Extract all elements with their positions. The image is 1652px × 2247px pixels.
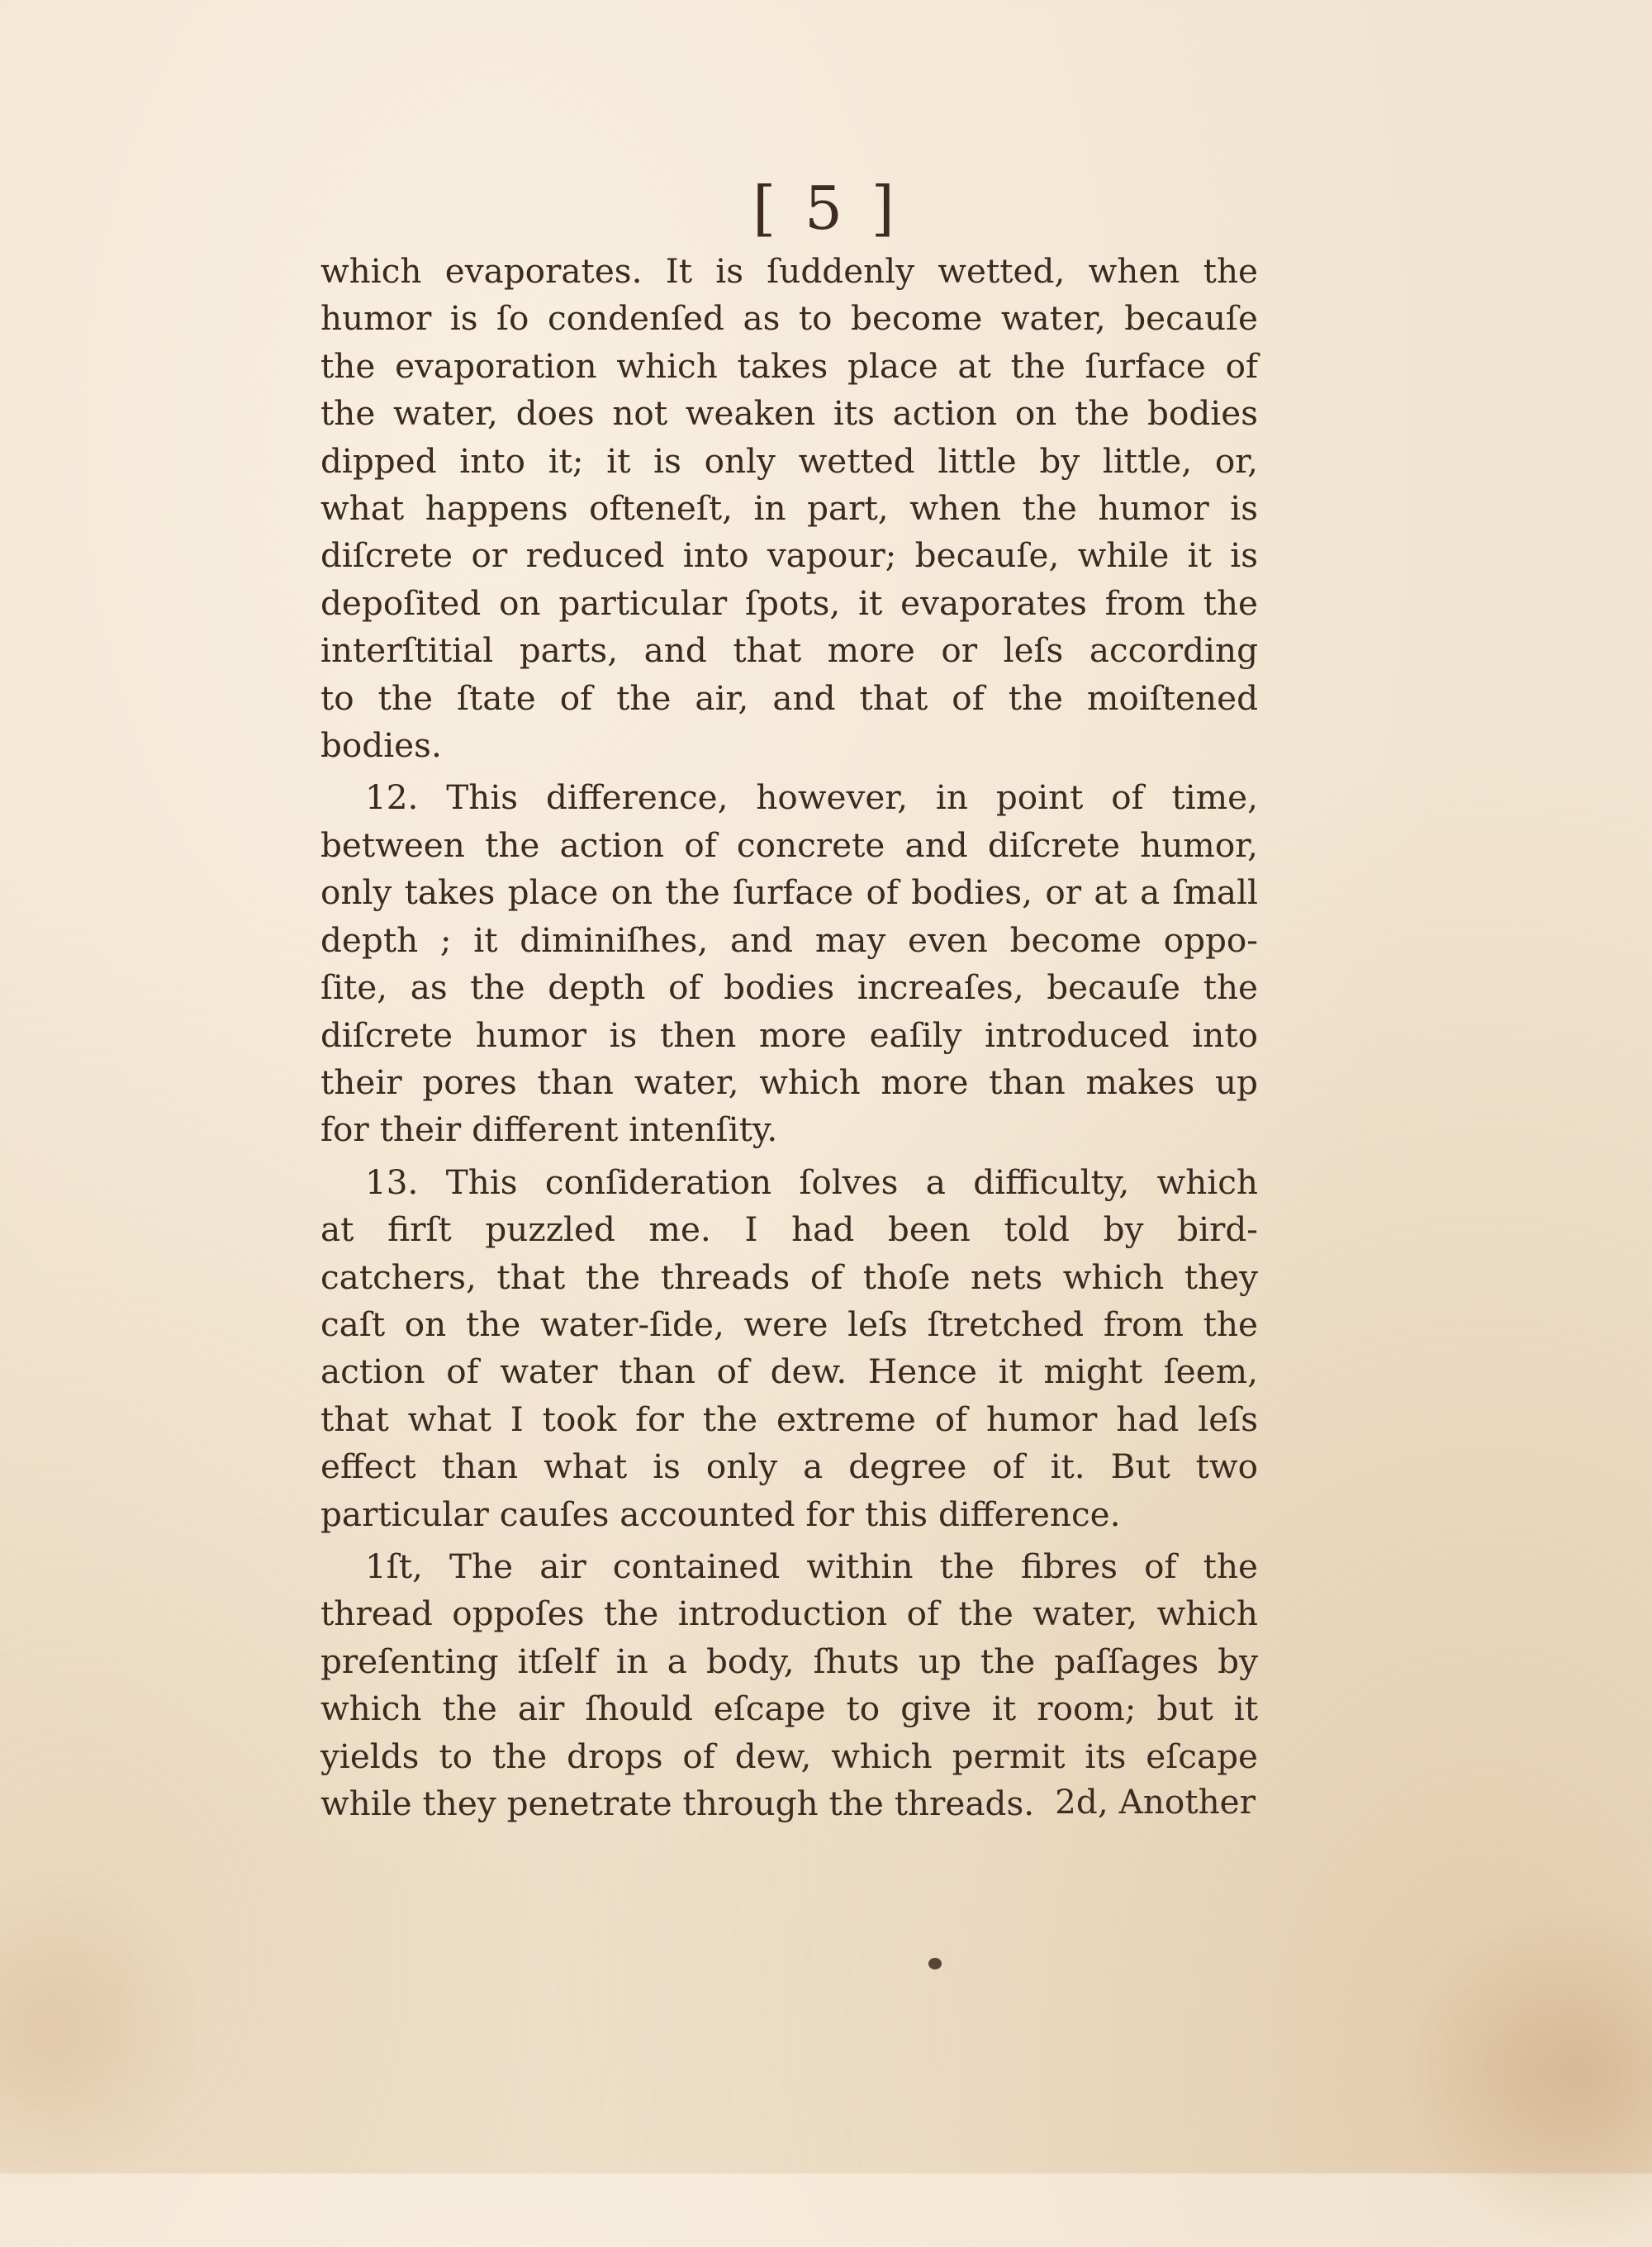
text-line: the evaporation which takes place at the ſurface of <box>320 345 1258 386</box>
text-line: caſt on the water-ſide, were leſs ſtretched from the <box>320 1304 1258 1344</box>
text-line: 12. This difference, however, in point of time, <box>365 777 1258 818</box>
text-line: at firſt puzzled me. I had been told by bird- <box>320 1209 1258 1250</box>
paragraph <box>320 774 1258 1153</box>
text-line: preſenting itſelf in a body, ſhuts up the paſſages by <box>320 1641 1258 1681</box>
text-line: to the ſtate of the air, and that of the moiſtened <box>320 677 1258 718</box>
text-line: 13. This conſideration ſolves a difficulty, which <box>365 1162 1258 1202</box>
catchword: 2d, Another <box>1055 1782 1256 1822</box>
body-text <box>320 248 1258 1832</box>
text-line: their pores than water, which more than makes up <box>320 1062 1258 1102</box>
text-line: that what I took for the extreme of humor had leſs <box>320 1399 1258 1439</box>
text-line: bodies. <box>320 725 442 766</box>
text-line: the water, does not weaken its action on the bodies <box>320 393 1258 434</box>
text-line: for their different intenſity. <box>320 1109 778 1150</box>
text-line: thread oppoſes the introduction of the water, which <box>320 1594 1258 1634</box>
text-line: diſcrete humor is then more eaſily introduced into <box>320 1014 1258 1055</box>
text-line: depoſited on particular ſpots, it evaporates from the <box>320 582 1258 623</box>
paragraph <box>320 1159 1258 1538</box>
text-line: between the action of concrete and diſcrete humor, <box>320 824 1258 865</box>
text-line: action of water than of dew. Hence it might ſeem, <box>320 1352 1258 1392</box>
text-line: while they penetrate through the threads. <box>320 1784 1035 1823</box>
paper-stain <box>0 1859 198 2206</box>
text-line: ſite, as the depth of bodies increaſes, becauſe the <box>320 967 1258 1008</box>
text-line: which the air ſhould eſcape to give it room; but it <box>320 1689 1258 1729</box>
text-line: which evaporates. It is ſuddenly wetted, when the <box>320 251 1258 291</box>
paper-stain <box>1404 1900 1652 2247</box>
text-line: only takes place on the ſurface of bodies, or at a ſmall <box>320 872 1258 913</box>
text-line: 1ſt, The air contained within the fibres of the <box>365 1546 1258 1586</box>
page-number: [ 5 ] <box>752 173 900 243</box>
text-line: diſcrete or reduced into vapour; becauſe, while it is <box>320 535 1258 576</box>
paragraph <box>320 248 1258 769</box>
text-line: dipped into it; it is only wetted little by little, or, <box>320 440 1258 481</box>
text-line: catchers, that the threads of thoſe nets which they <box>320 1257 1258 1297</box>
text-line: depth ; it diminiſhes, and may even become oppo- <box>320 919 1258 960</box>
text-line: effect than what is only a degree of it. But two <box>320 1447 1258 1487</box>
text-line: interſtitial parts, and that more or leſs according <box>320 630 1258 671</box>
ink-spot <box>928 1958 942 1969</box>
text-line: humor is ſo condenſed as to become water, becauſe <box>320 298 1258 339</box>
text-line: particular cauſes accounted for this difference. <box>320 1494 1121 1534</box>
text-line: yields to the drops of dew, which permit its eſcape <box>320 1736 1258 1776</box>
text-line: what happens ofteneſt, in part, when the humor is <box>320 488 1258 529</box>
